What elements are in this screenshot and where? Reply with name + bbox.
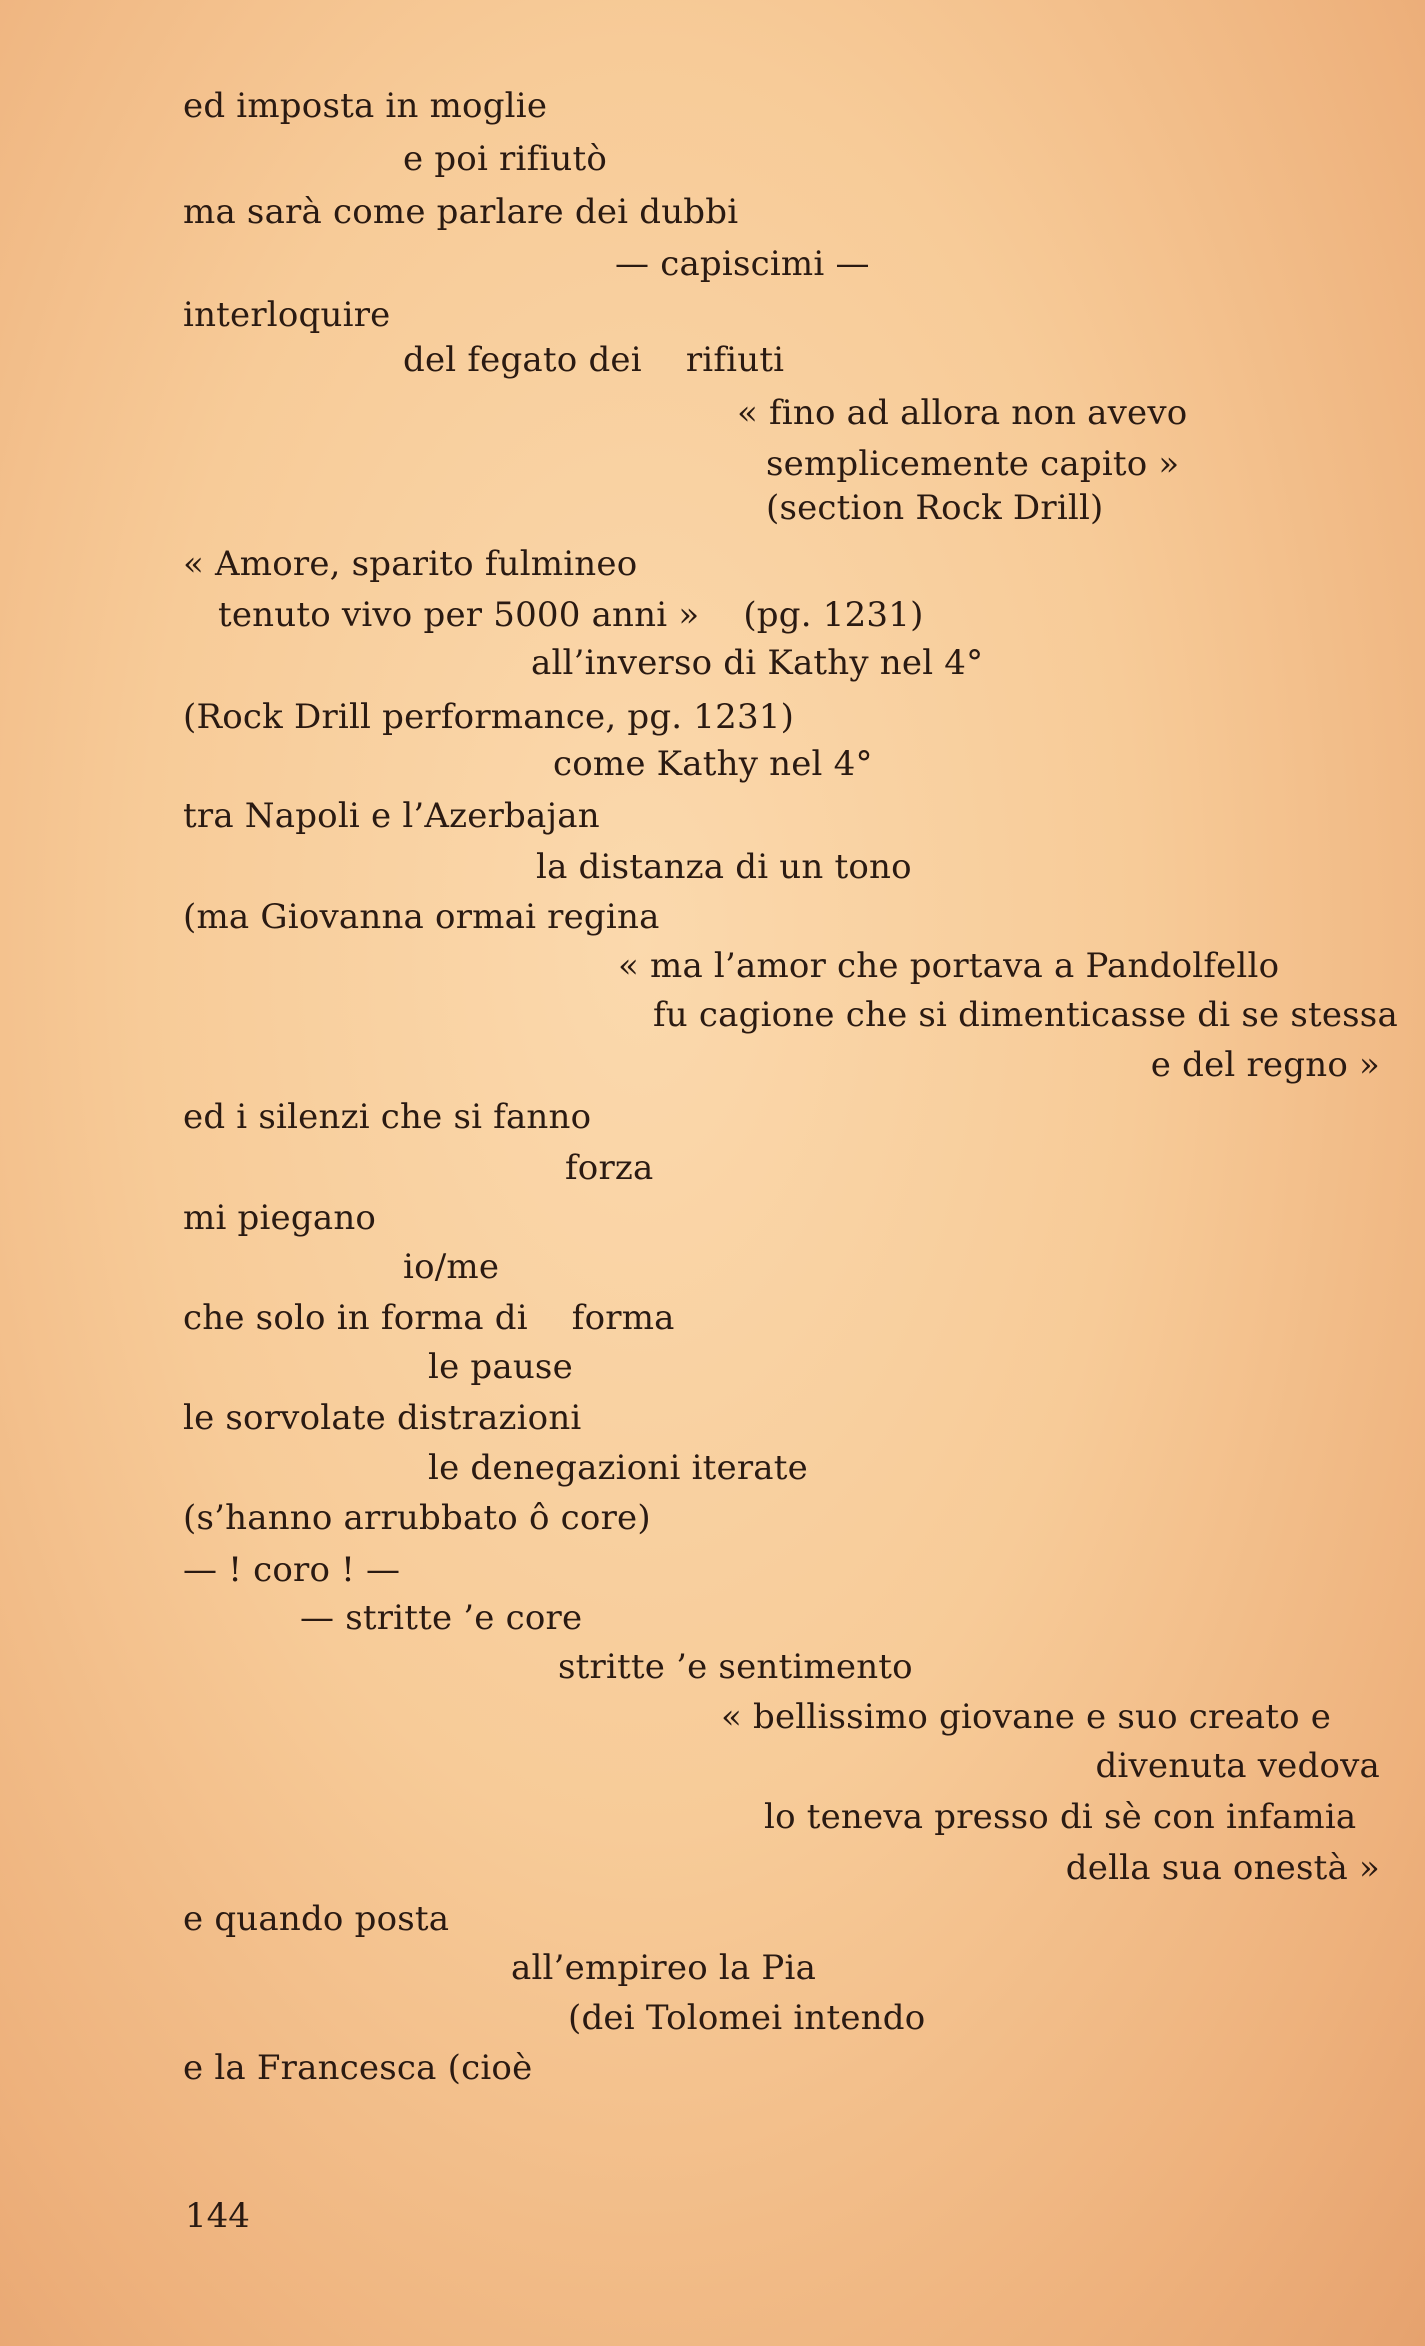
poem-line: « ma l’amor che portava a Pandolfello — [618, 946, 1280, 986]
poem-line: « fino ad allora non avevo — [737, 393, 1188, 433]
poem-line: all’inverso di Kathy nel 4° — [531, 643, 984, 683]
poem-line: — stritte ’e core — [300, 1598, 583, 1638]
poem-line: (s’hanno arrubbato ô core) — [183, 1498, 651, 1538]
poem-line: — ! coro ! — — [183, 1550, 401, 1590]
poem-line: ma sarà come parlare dei dubbi — [183, 192, 739, 232]
poem-line: interloquire — [183, 295, 391, 335]
poem-line: stritte ’e sentimento — [558, 1647, 913, 1687]
poem-line: del fegato dei rifiuti — [403, 340, 785, 380]
poem-line: e poi rifiutò — [403, 139, 608, 179]
poem-line: e quando posta — [183, 1899, 450, 1939]
poem-line: e del regno » — [1150, 1045, 1380, 1085]
poem-line: fu cagione che si dimenticasse di se stessa — [653, 995, 1398, 1035]
poem-line: le sorvolate distrazioni — [183, 1398, 582, 1438]
poem-line: come Kathy nel 4° — [553, 744, 873, 784]
poem-line: tra Napoli e l’Azerbajan — [183, 796, 600, 836]
poem-line: mi piegano — [183, 1198, 377, 1238]
poem-line: all’empireo la Pia — [511, 1948, 817, 1988]
poem-line: (Rock Drill performance, pg. 1231) — [183, 697, 795, 737]
poem-line: — capiscimi — — [615, 244, 870, 284]
page-number: 144 — [185, 2196, 250, 2236]
poem-line: io/me — [403, 1247, 500, 1287]
poem-line: (dei Tolomei intendo — [568, 1998, 926, 2038]
poem-line: « bellissimo giovane e suo creato e — [721, 1697, 1332, 1737]
poem-line: « Amore, sparito fulmineo — [183, 544, 638, 584]
poem-line: (ma Giovanna ormai regina — [183, 897, 660, 937]
poem-line: lo teneva presso di sè con infamia — [764, 1797, 1357, 1837]
poem-line: forza — [565, 1148, 654, 1188]
poem-line: ed imposta in moglie — [183, 86, 548, 126]
poem-line: che solo in forma di forma — [183, 1298, 675, 1338]
poem-line: (section Rock Drill) — [766, 488, 1104, 528]
poem-line: e la Francesca (cioè — [183, 2048, 533, 2088]
poem-line: divenuta vedova — [1095, 1746, 1380, 1786]
poem-line: le pause — [428, 1347, 573, 1387]
poem-line: ed i silenzi che si fanno — [183, 1097, 592, 1137]
poem-line: la distanza di un tono — [536, 847, 912, 887]
poem-line: semplicemente capito » — [766, 444, 1180, 484]
poem-line: tenuto vivo per 5000 anni » (pg. 1231) — [218, 595, 924, 635]
poem-line: della sua onestà » — [1065, 1848, 1380, 1888]
poem-line: le denegazioni iterate — [428, 1448, 808, 1488]
